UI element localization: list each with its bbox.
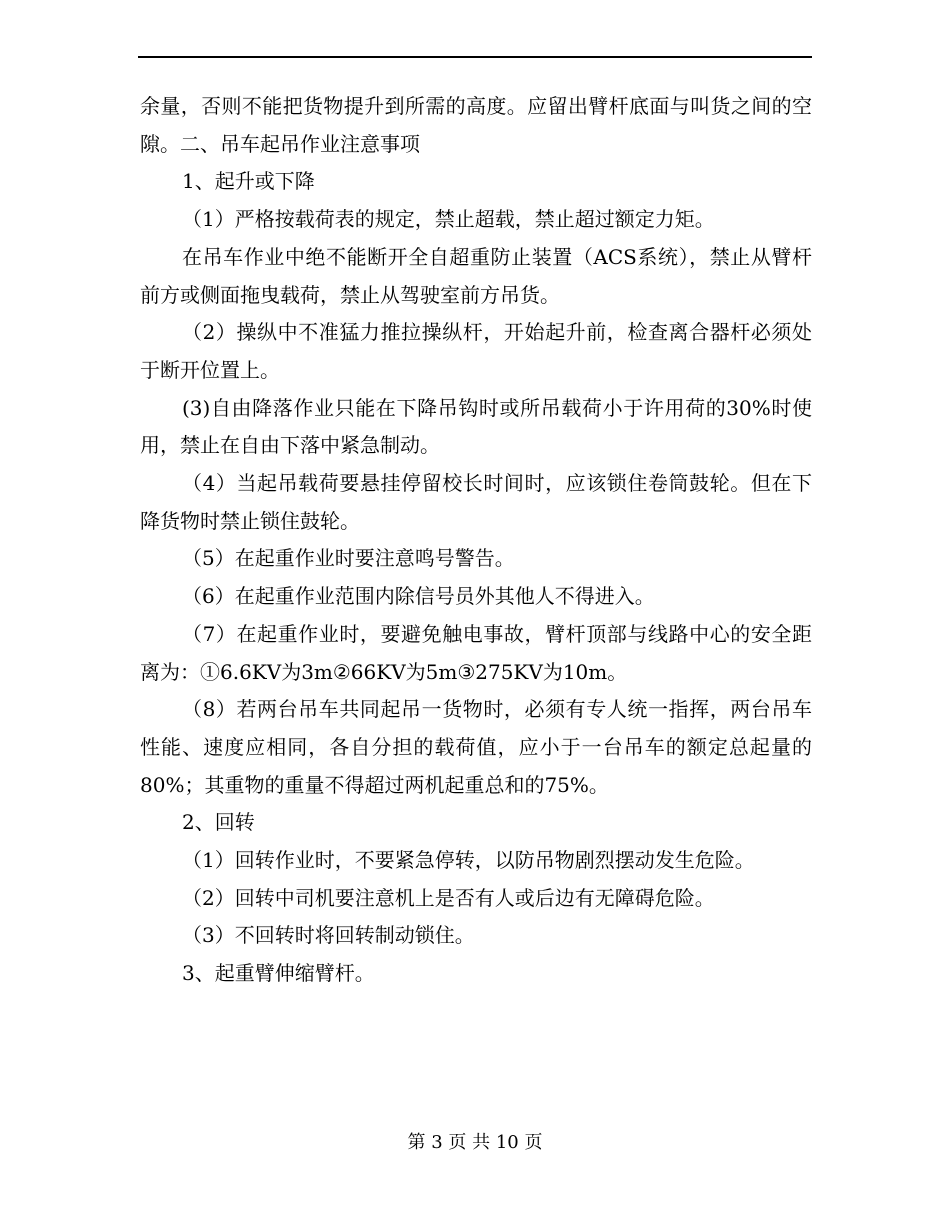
section-heading: 1、起升或下降 (182, 169, 315, 194)
paragraph: （7）在起重作业时，要避免触电事故，臂杆顶部与线路中心的安全距离为：①6.6KV为3m②66KV为5m③275KV为10m。 (140, 621, 812, 684)
paragraph: （1）回转作业时，不要紧急停转，以防吊物剧烈摆动发生危险。 (182, 848, 755, 873)
page-number: 第 3 页 共 10 页 (407, 1132, 543, 1153)
section-heading: 2、回转 (182, 810, 255, 835)
document-body (140, 88, 812, 993)
paragraph: （2）操纵中不准猛力推拉操纵杆，开始起升前，检查离合器杆必须处于断开位置上。 (140, 320, 812, 382)
header-rule (138, 56, 812, 58)
paragraph: （5）在起重作业时要注意鸣号警告。 (182, 546, 515, 571)
paragraph: （8）若两台吊车共同起吊一货物时，必须有专人统一指挥，两台吊车性能、速度应相同，各自分担的载荷值，应小于一台吊车的额定总起量的80%；其重物的重量不得超过两机起重总和的75%。 (140, 697, 812, 797)
paragraph: （1）严格按载荷表的规定，禁止超载，禁止超过额定力矩。 (182, 207, 715, 232)
paragraph: （6）在起重作业范围内除信号员外其他人不得进入。 (182, 584, 655, 609)
paragraph: (3)自由降落作业只能在下降吊钩时或所吊载荷小于许用荷的30%时使用，禁止在自由下落中紧急制动。 (140, 395, 812, 458)
section-heading: 3、起重臂伸缩臂杆。 (182, 961, 375, 986)
paragraph: （4）当起吊载荷要悬挂停留校长时间时，应该锁住卷筒鼓轮。但在下降货物时禁止锁住鼓轮。 (140, 471, 812, 533)
paragraph: 在吊车作业中绝不能断开全自超重防止装置（ACS系统），禁止从臂杆前方或侧面拖曳载荷，禁止从驾驶室前方吊货。 (140, 244, 812, 307)
paragraph: 余量，否则不能把货物提升到所需的高度。应留出臂杆底面与叫货之间的空隙。二、吊车起吊作业注意事项 (140, 94, 812, 156)
paragraph: （2）回转中司机要注意机上是否有人或后边有无障碍危险。 (182, 885, 715, 910)
paragraph: （3）不回转时将回转制动锁住。 (182, 923, 475, 948)
